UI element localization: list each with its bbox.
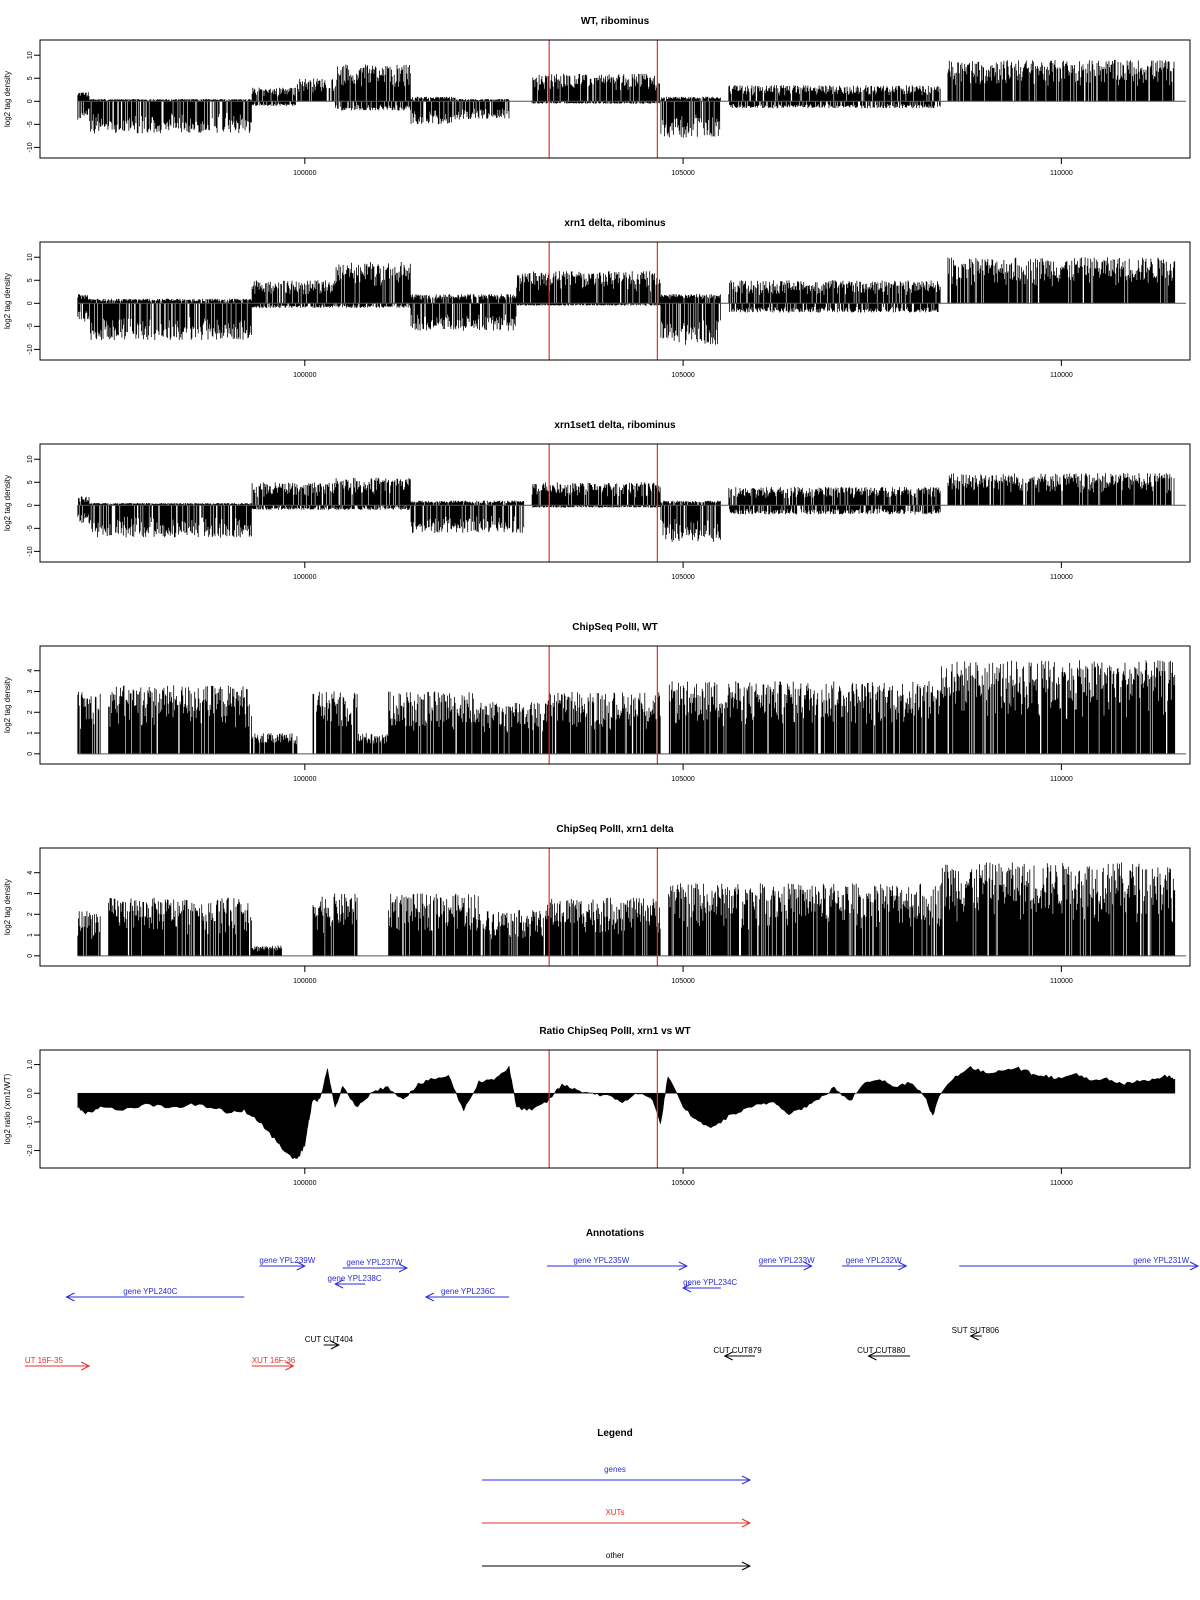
x-tick-label: 110000 [1049,372,1073,379]
x-tick-label: 100000 [293,574,317,581]
annotation-genes [426,1287,509,1301]
annotation-label: gene YPL237W [346,1258,403,1267]
y-axis-label: log2 ratio (xrn1/WT) [3,1073,12,1145]
annotation-other [305,1335,354,1349]
chart-panel-1 [3,16,1190,177]
annotation-label: SUT SUT806 [951,1326,1000,1335]
y-tick-label: 5 [27,278,34,283]
y-tick-label: 0 [27,751,34,756]
annotation-label: CUT CUT879 [713,1346,762,1355]
y-tick-label: 10 [27,455,34,464]
y-tick-label: 1 [27,933,34,938]
y-axis-label: log2 tag density [3,878,12,936]
legend-entry-xuts [482,1508,750,1527]
y-axis-label: log2 tag density [3,272,12,330]
y-tick-label: -2.0 [27,1144,34,1157]
annotation-label: gene YPL239W [259,1256,316,1265]
y-tick-label: -10 [27,546,34,557]
annotation-other [713,1346,762,1360]
density-bars [78,863,1175,956]
x-tick-label: 100000 [293,372,317,379]
chart-title: ChipSeq PolII, xrn1 delta [556,824,674,835]
x-tick-label: 105000 [671,372,695,379]
annotation-genes [959,1256,1198,1270]
x-tick-label: 110000 [1049,170,1073,177]
y-axis-label: log2 tag density [3,474,12,532]
x-tick-label: 110000 [1049,978,1073,985]
chart-panel-6 [3,1026,1190,1187]
y-tick-label: 4 [27,870,34,875]
y-tick-label: -5 [27,121,34,128]
annotation-label: CUT CUT880 [857,1346,906,1355]
density-bars [78,257,1175,345]
x-tick-label: 110000 [1049,776,1073,783]
y-axis-label: log2 tag density [3,676,12,734]
y-tick-label: -10 [27,142,34,153]
x-tick-label: 100000 [293,170,317,177]
legend-entry-genes [482,1465,750,1484]
y-tick-label: -1.0 [27,1115,34,1128]
y-tick-label: 0 [27,99,34,104]
annotation-label: gene YPL236C [440,1287,496,1296]
x-tick-label: 100000 [293,776,317,783]
density-bars [78,660,1175,754]
annotation-genes [759,1256,815,1270]
annotation-genes [66,1287,244,1301]
annotations-panel [25,1228,1198,1370]
y-tick-label: 3 [27,689,34,694]
y-tick-label: 0 [27,953,34,958]
annotation-other [857,1346,910,1360]
annotation-label: XUT 16F-36 [251,1356,296,1365]
legend-label: XUTs [605,1508,625,1517]
annotation-genes [259,1256,315,1270]
annotation-other [952,1326,1000,1340]
x-tick-label: 100000 [293,978,317,985]
y-tick-label: 3 [27,891,34,896]
x-tick-label: 105000 [671,776,695,783]
y-axis-label: log2 tag density [3,70,12,128]
chart-title: WT, ribominus [580,16,650,27]
chart-panel-2 [3,218,1190,379]
y-tick-label: -10 [27,344,34,355]
y-tick-label: 1.0 [27,1059,34,1070]
annotation-label: gene YPL232W [845,1256,902,1265]
density-bars [78,60,1174,138]
x-tick-label: 110000 [1049,1180,1073,1187]
annotation-label: gene YPL235W [573,1256,630,1265]
ratio-area [78,1066,1175,1159]
legend-entry-other [482,1551,750,1570]
y-tick-label: 10 [27,253,34,262]
density-bars [78,473,1174,542]
y-tick-label: 2 [27,710,34,715]
annotation-label: CUT CUT404 [304,1335,354,1344]
legend-panel [482,1428,750,1570]
annotation-genes [328,1274,382,1288]
annotation-genes [842,1256,906,1270]
x-tick-label: 105000 [671,1180,695,1187]
x-tick-label: 110000 [1049,574,1073,581]
x-tick-label: 105000 [671,574,695,581]
legend-label: other [605,1551,625,1560]
annotation-label: gene YPL233W [758,1256,815,1265]
y-tick-label: 0.0 [27,1088,34,1099]
y-tick-label: 2 [27,912,34,917]
annotation-label: gene YPL234C [683,1278,738,1287]
annotation-label: gene YPL231W [1133,1256,1190,1265]
chart-title: xrn1 delta, ribominus [564,218,666,229]
y-tick-label: 1 [27,731,34,736]
y-tick-label: 5 [27,76,34,81]
annotation-xuts [252,1356,296,1370]
legend-title: Legend [597,1428,633,1439]
y-tick-label: 0 [27,301,34,306]
chart-title: Ratio ChipSeq PolII, xrn1 vs WT [539,1026,691,1037]
legend-label: genes [604,1465,626,1474]
annotation-xuts [25,1356,89,1370]
y-tick-label: 10 [27,51,34,60]
y-tick-label: -5 [27,525,34,532]
annotation-genes [343,1258,407,1272]
x-tick-label: 105000 [671,978,695,985]
annotations-title: Annotations [585,1228,645,1239]
annotation-label: gene YPL238C [327,1274,382,1283]
chart-title: xrn1set1 delta, ribominus [554,420,676,431]
x-tick-label: 100000 [293,1180,317,1187]
y-tick-label: -5 [27,323,34,330]
chart-panel-5 [3,824,1190,985]
annotation-genes [547,1256,687,1270]
y-tick-label: 5 [27,480,34,485]
x-tick-label: 105000 [671,170,695,177]
annotation-genes [683,1278,737,1292]
chart-title: ChipSeq PolII, WT [572,622,658,633]
annotation-label: gene YPL240C [123,1287,178,1296]
y-tick-label: 4 [27,668,34,673]
chart-panel-4 [3,622,1190,783]
y-tick-label: 0 [27,503,34,508]
annotation-label: UT 16F-35 [24,1356,63,1365]
chart-panel-3 [3,420,1190,581]
